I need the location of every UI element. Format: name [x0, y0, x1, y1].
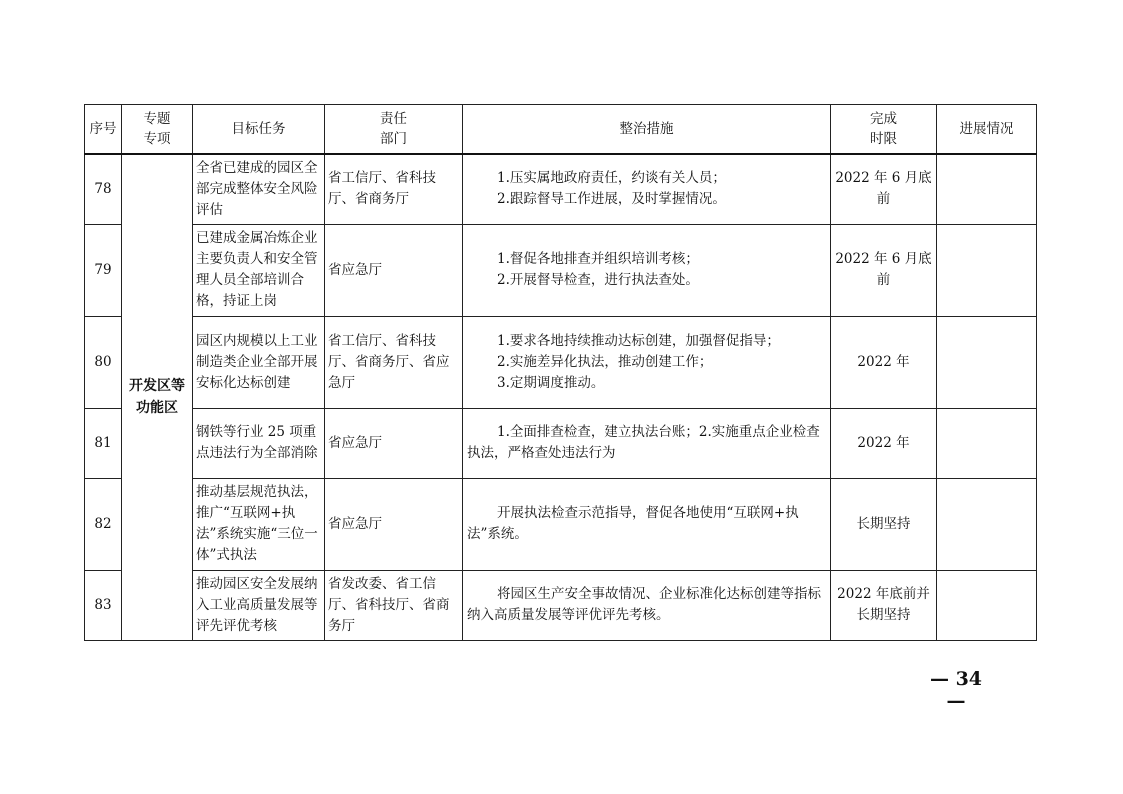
measure-paragraph: 将园区生产安全事故情况、企业标准化达标创建等指标纳入高质量发展等评优评先考核。 — [467, 586, 821, 623]
row-progress — [937, 570, 1037, 640]
row-dept: 省工信厅、省科技厅、省商务厅 — [325, 154, 463, 224]
header-deadline-line2: 时限 — [870, 131, 897, 147]
table-header-row — [85, 105, 1037, 155]
header-measures: 整治措施 — [463, 105, 831, 155]
row-measures — [463, 316, 831, 408]
row-dept: 省应急厅 — [325, 478, 463, 570]
row-seq: 83 — [85, 570, 122, 640]
table-row — [85, 224, 1037, 316]
page-number: — 34 — — [929, 668, 983, 712]
row-progress — [937, 154, 1037, 224]
row-target: 园区内规模以上工业制造类企业全部开展安标化达标创建 — [193, 316, 325, 408]
row-progress — [937, 224, 1037, 316]
topic-line1: 开发区等 — [129, 378, 185, 395]
table-row — [85, 154, 1037, 224]
topic-cell — [122, 154, 193, 640]
row-dept: 省发改委、省工信厅、省科技厅、省商务厅 — [325, 570, 463, 640]
row-seq: 82 — [85, 478, 122, 570]
row-progress — [937, 478, 1037, 570]
topic-line2: 功能区 — [136, 400, 178, 417]
row-progress — [937, 408, 1037, 478]
row-dept: 省应急厅 — [325, 408, 463, 478]
row-deadline: 2022 年底前并长期坚持 — [831, 570, 937, 640]
row-target: 已建成金属冶炼企业主要负责人和安全管理人员全部培训合格，持证上岗 — [193, 224, 325, 316]
measure-item: 1.督促各地排查并组织培训考核； — [497, 251, 699, 267]
task-table — [84, 104, 1037, 641]
header-target: 目标任务 — [193, 105, 325, 155]
row-seq: 80 — [85, 316, 122, 408]
row-seq: 78 — [85, 154, 122, 224]
header-dept — [325, 105, 463, 155]
row-target: 全省已建成的园区全部完成整体安全风险评估 — [193, 154, 325, 224]
table-row — [85, 478, 1037, 570]
header-topic — [122, 105, 193, 155]
row-progress — [937, 316, 1037, 408]
header-deadline-line1: 完成 — [870, 111, 897, 127]
header-topic-line1: 专题 — [143, 111, 171, 127]
row-measures — [463, 408, 831, 478]
header-topic-line2: 专项 — [143, 131, 171, 147]
row-deadline: 长期坚持 — [831, 478, 937, 570]
row-measures — [463, 570, 831, 640]
row-deadline: 2022 年 6 月底前 — [831, 224, 937, 316]
measure-item: 1.压实属地政府责任，约谈有关人员； — [497, 170, 726, 187]
row-measures — [463, 224, 831, 316]
row-target: 推动基层规范执法，推广“互联网+执法”系统实施“三位一体”式执法 — [193, 478, 325, 570]
measure-item: 2.跟踪督导工作进展，及时掌握情况。 — [497, 191, 726, 208]
measure-item: 2.实施差异化执法，推动创建工作； — [497, 353, 713, 370]
header-dept-line2: 部门 — [380, 131, 407, 147]
row-deadline: 2022 年 — [831, 316, 937, 408]
header-dept-line1: 责任 — [380, 111, 407, 127]
row-seq: 81 — [85, 408, 122, 478]
row-deadline: 2022 年 — [831, 408, 937, 478]
header-progress: 进展情况 — [937, 105, 1037, 155]
header-seq: 序号 — [85, 105, 122, 155]
row-target: 钢铁等行业 25 项重点违法行为全部消除 — [193, 408, 325, 478]
row-dept: 省工信厅、省科技厅、省商务厅、省应急厅 — [325, 316, 463, 408]
table-row — [85, 408, 1037, 478]
measure-paragraph: 1.全面排查检查，建立执法台账；2.实施重点企业检查执法，严格查处违法行为 — [467, 424, 820, 461]
row-deadline: 2022 年 6 月底前 — [831, 154, 937, 224]
measure-item: 1.要求各地持续推动达标创建，加强督促指导； — [497, 332, 780, 349]
table-row — [85, 570, 1037, 640]
measure-item: 3.定期调度推动。 — [497, 374, 605, 391]
row-measures — [463, 154, 831, 224]
measure-paragraph: 开展执法检查示范指导，督促各地使用“互联网+执法”系统。 — [467, 505, 799, 542]
table-row — [85, 316, 1037, 408]
row-seq: 79 — [85, 224, 122, 316]
header-deadline — [831, 105, 937, 155]
measure-item: 2.开展督导检查，进行执法查处。 — [497, 272, 699, 288]
row-measures — [463, 478, 831, 570]
row-target: 推动园区安全发展纳入工业高质量发展等评先评优考核 — [193, 570, 325, 640]
row-dept: 省应急厅 — [325, 224, 463, 316]
